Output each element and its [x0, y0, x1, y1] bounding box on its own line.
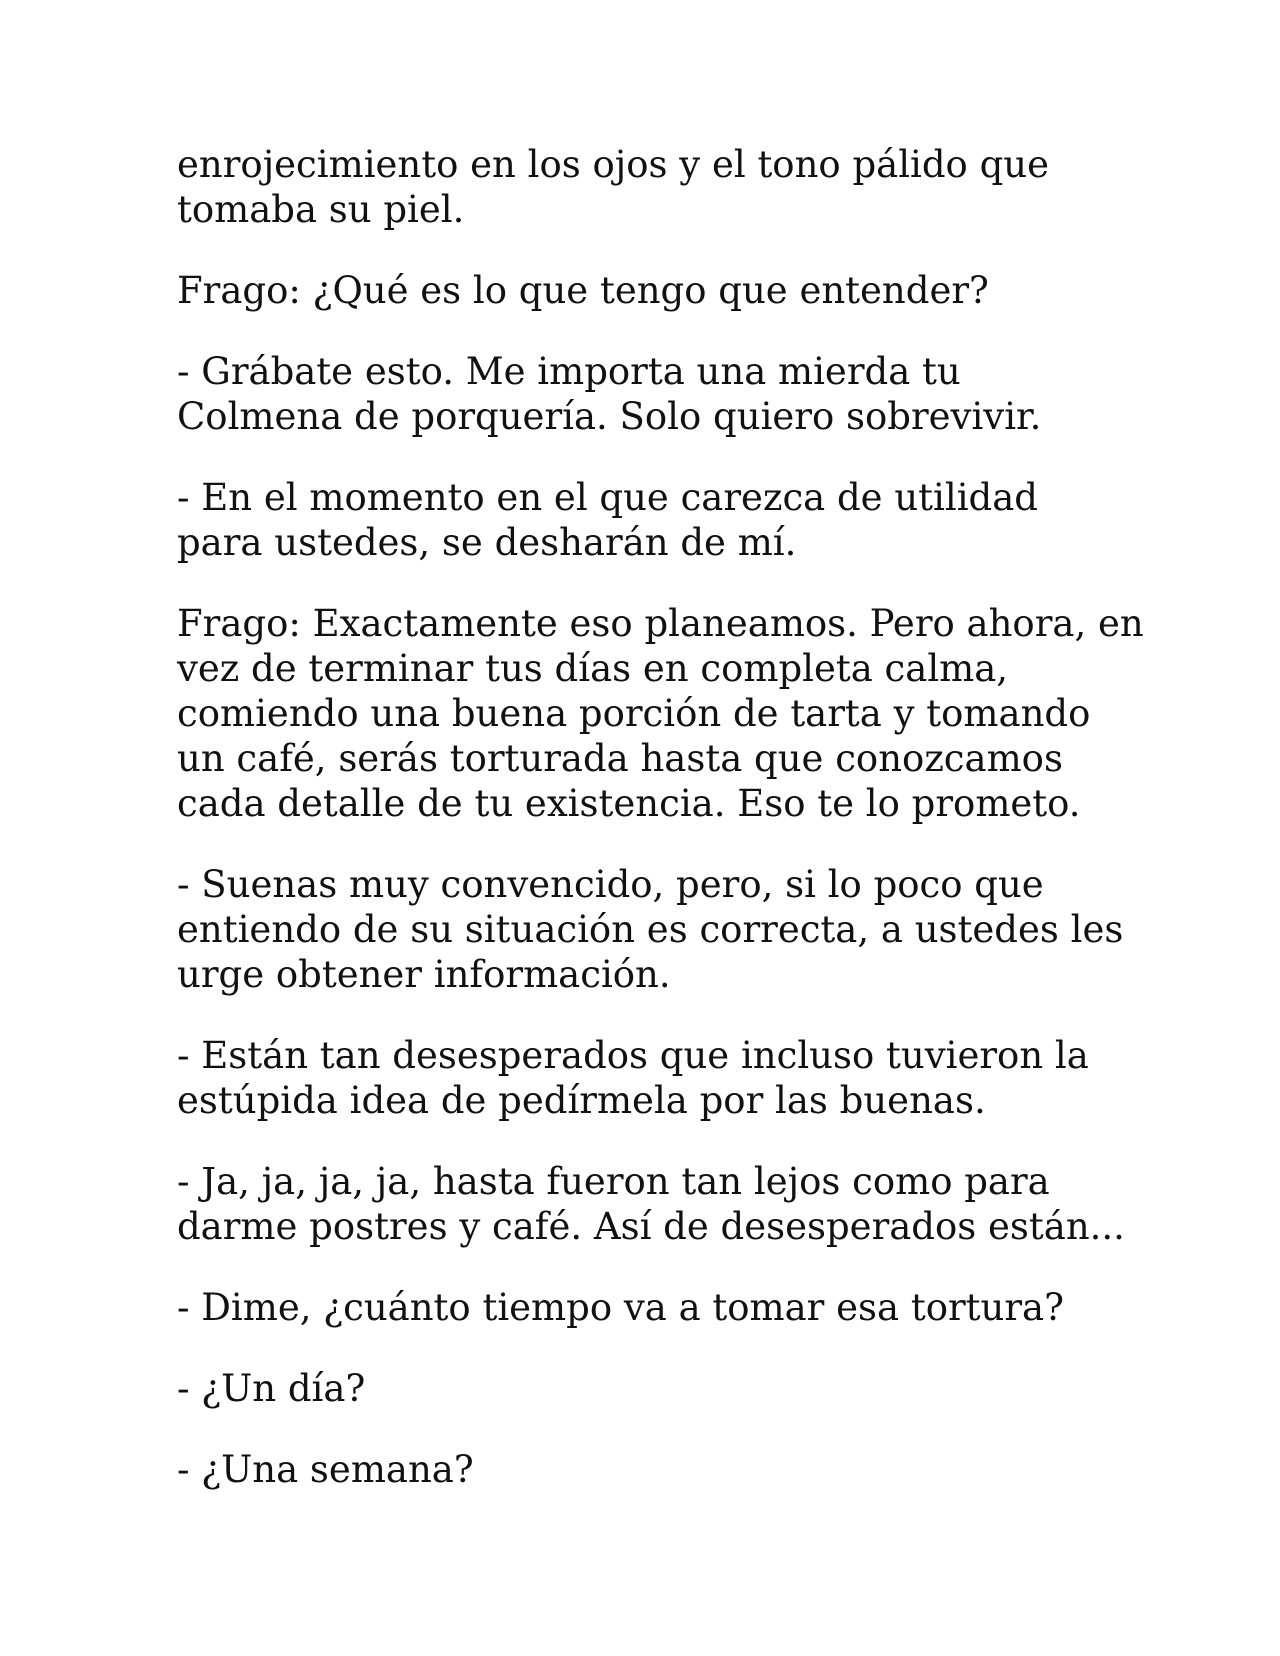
paragraph-11: [177, 1447, 1117, 1492]
text-line: - Grábate esto. Me importa una mierda tu: [177, 350, 961, 393]
text-line: Colmena de porquería. Solo quiero sobrevivir.: [177, 395, 1042, 438]
text-line: - ¿Un día?: [177, 1367, 366, 1410]
text-line: cada detalle de tu existencia. Eso te lo prometo.: [177, 782, 1081, 825]
paragraph-2: [177, 268, 1117, 313]
text-line: - En el momento en el que carezca de utilidad: [177, 476, 1038, 519]
text-line: estúpida idea de pedírmela por las buenas.: [177, 1079, 986, 1122]
paragraph-3: [177, 349, 1117, 439]
paragraph-4: [177, 475, 1117, 565]
text-line: Frago: ¿Qué es lo que tengo que entender?: [177, 269, 989, 312]
text-line: - Están tan desesperados que incluso tuvieron la: [177, 1034, 1089, 1077]
paragraph-5: [177, 601, 1144, 826]
paragraph-9: [177, 1285, 1117, 1330]
text-line: - Ja, ja, ja, ja, hasta fueron tan lejos como para: [177, 1160, 1050, 1203]
paragraph-1: [177, 142, 1117, 232]
paragraph-8: [177, 1159, 1125, 1249]
text-line: - ¿Una semana?: [177, 1448, 474, 1491]
text-line: - Suenas muy convencido, pero, si lo poco que: [177, 863, 1044, 906]
text-line: - Dime, ¿cuánto tiempo va a tomar esa tortura?: [177, 1286, 1064, 1329]
text-line: Frago: Exactamente eso planeamos. Pero ahora, en: [177, 602, 1144, 645]
paragraph-10: [177, 1366, 1117, 1411]
text-body: [177, 142, 1144, 1528]
paragraph-6: [177, 862, 1124, 997]
text-line: urge obtener información.: [177, 953, 671, 996]
text-line: tomaba su piel.: [177, 188, 465, 231]
text-line: darme postres y café. Así de desesperados están...: [177, 1205, 1125, 1248]
paragraph-7: [177, 1033, 1117, 1123]
text-line: entiendo de su situación es correcta, a ustedes les: [177, 908, 1124, 951]
text-line: un café, serás torturada hasta que conozcamos: [177, 737, 1063, 780]
text-line: comiendo una buena porción de tarta y tomando: [177, 692, 1091, 735]
text-line: para ustedes, se desharán de mí.: [177, 521, 797, 564]
text-line: vez de terminar tus días en completa calma,: [177, 647, 1009, 690]
text-line: enrojecimiento en los ojos y el tono pálido que: [177, 143, 1049, 186]
